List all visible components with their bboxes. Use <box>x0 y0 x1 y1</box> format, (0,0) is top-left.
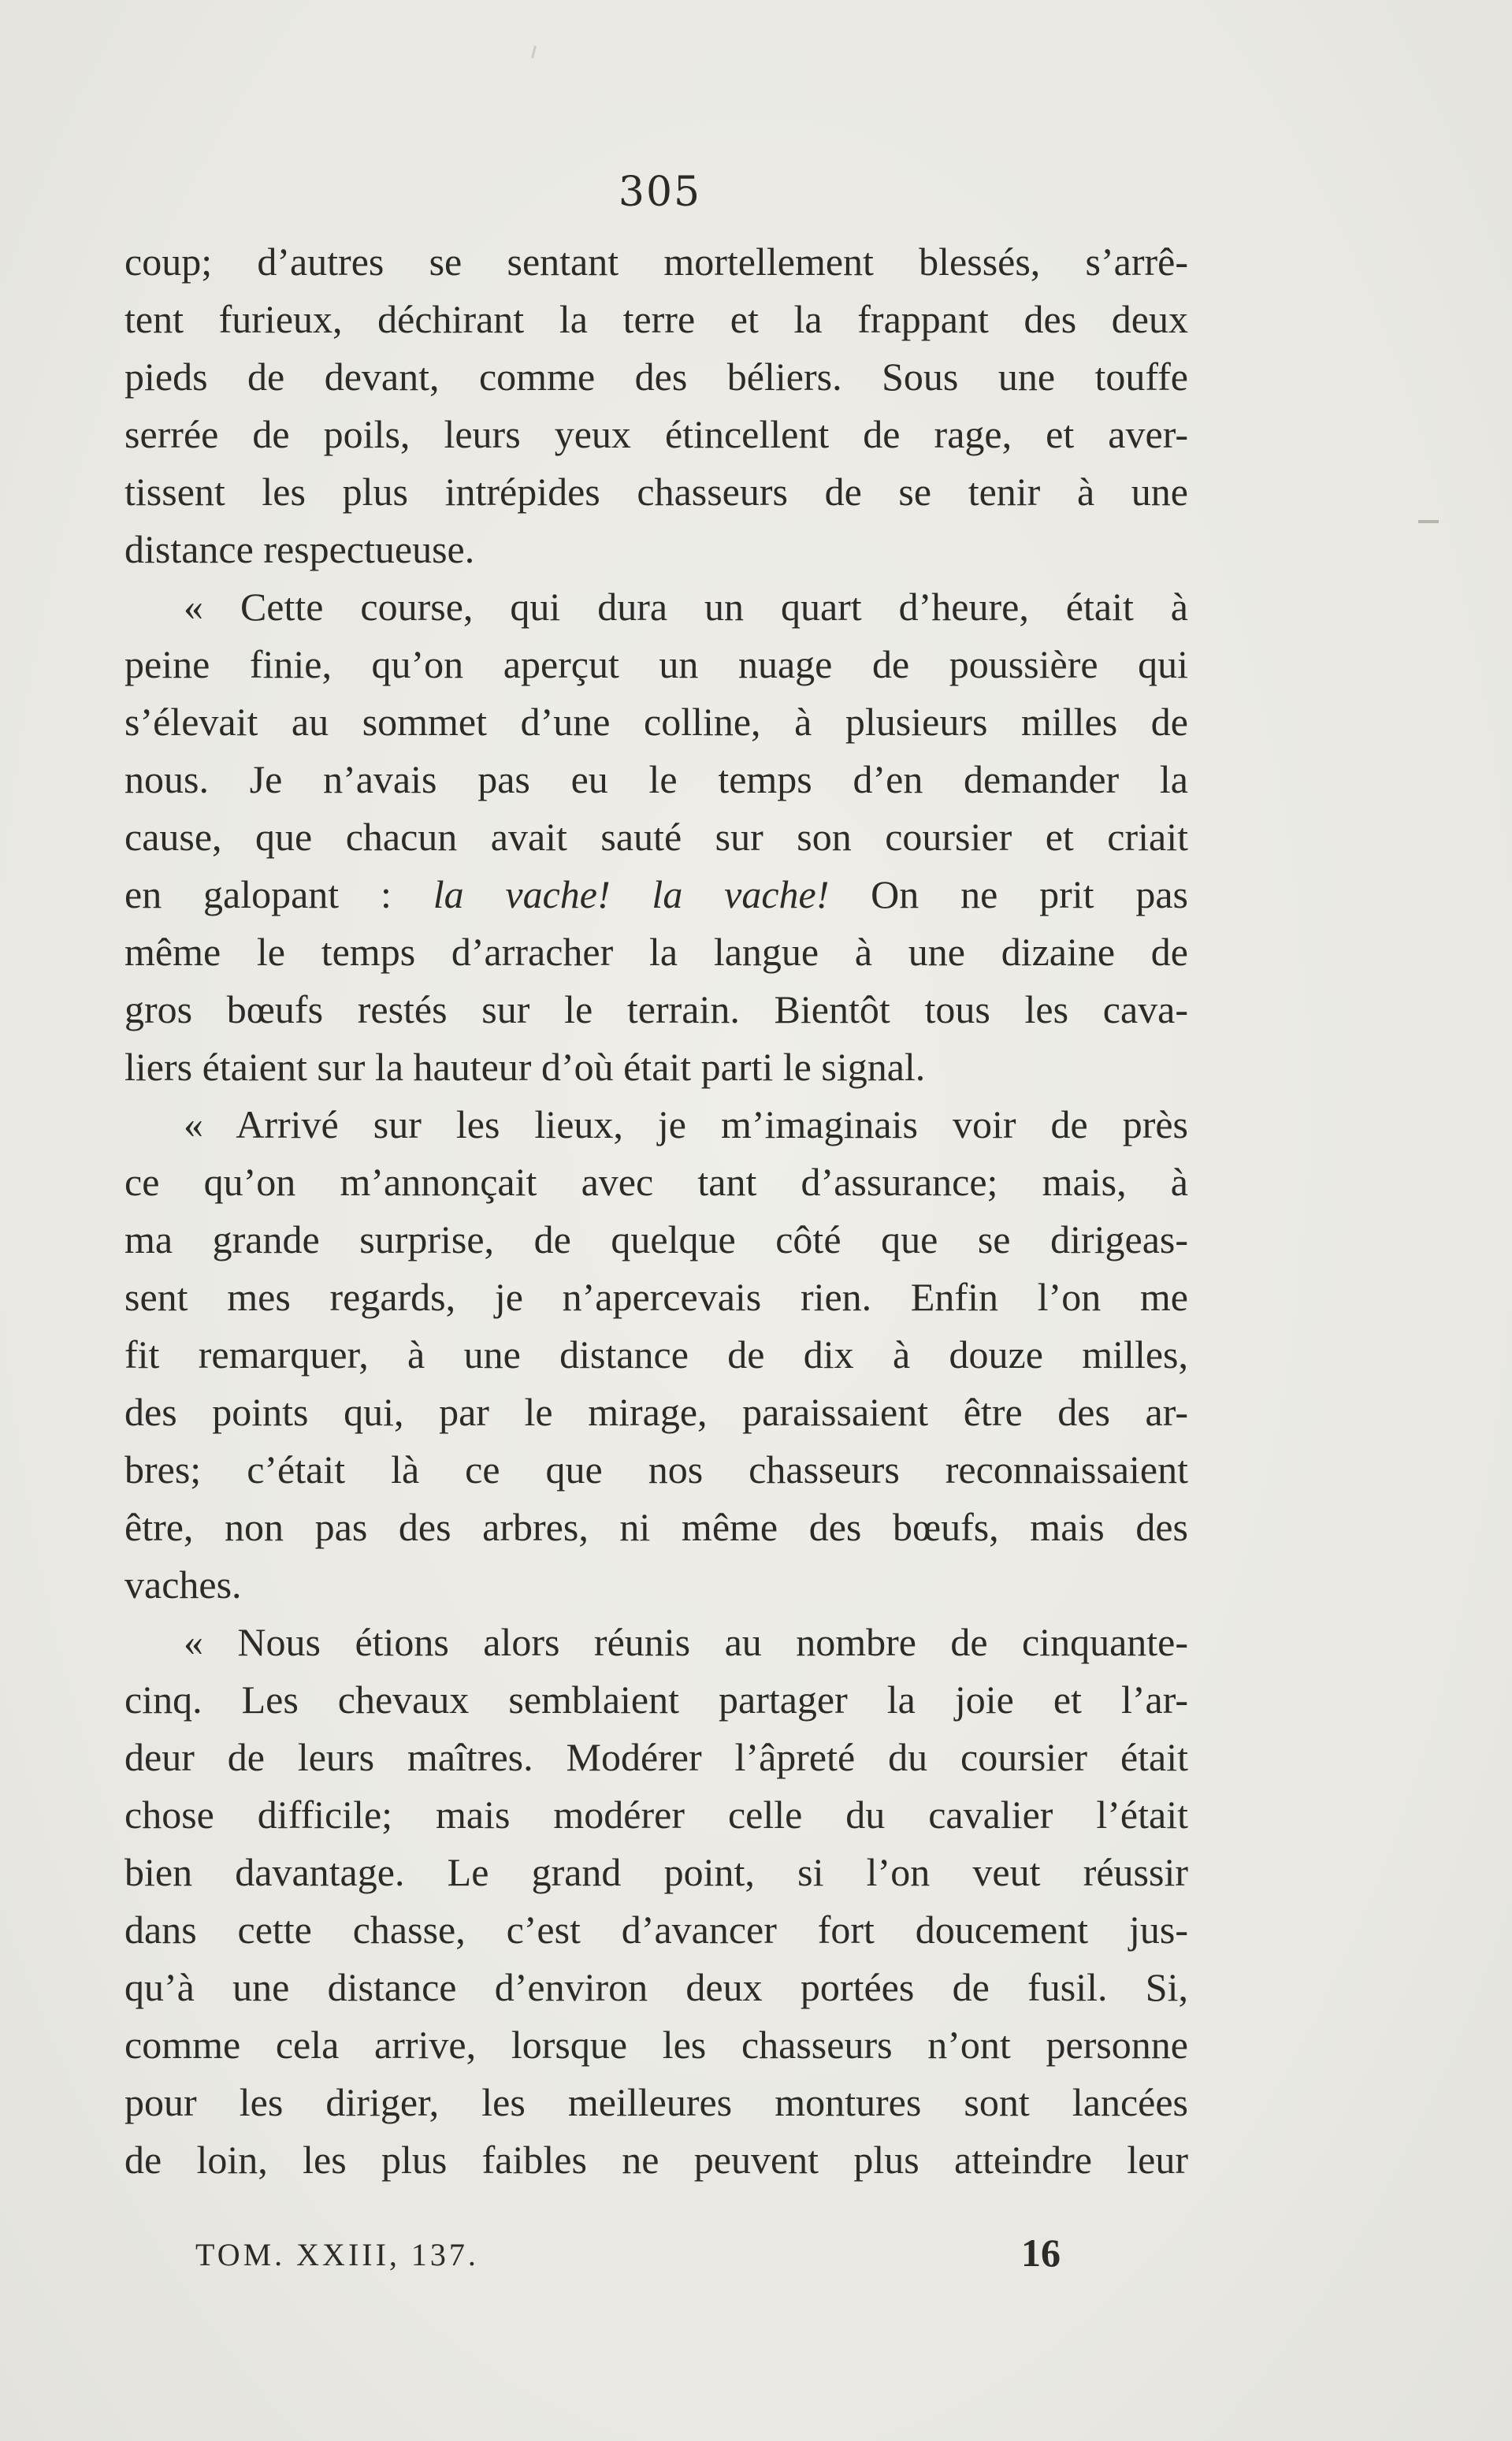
page-footer <box>0 2230 1512 2285</box>
text-line: qu’à une distance d’environ deux portées de fusil. Si, <box>124 1965 1188 2009</box>
text-line: distance respectueuse. <box>124 527 475 571</box>
text-line: vaches. <box>124 1562 242 1607</box>
text-line: bien davantage. Le grand point, si l’on veut réussir <box>124 1850 1188 1894</box>
text-line: deur de leurs maîtres. Modérer l’âpreté du coursier était <box>124 1735 1188 1779</box>
text-line: pieds de devant, comme des béliers. Sous une touffe <box>124 355 1188 399</box>
text-line: nous. Je n’avais pas eu le temps d’en demander la <box>124 757 1188 801</box>
text-line: « Nous étions alors réunis au nombre de cinquante- <box>184 1620 1188 1664</box>
text-line: comme cela arrive, lorsque les chasseurs n’ont personne <box>124 2023 1188 2067</box>
body-text <box>124 233 1188 2189</box>
text-fragment: en galopant : <box>124 872 433 916</box>
text-line: s’élevait au sommet d’une colline, à plusieurs milles de <box>124 700 1188 744</box>
text-line: pour les diriger, les meilleures montures sont lancées <box>124 2080 1188 2124</box>
volume-reference: TOM. XXIII, 137. <box>195 2237 479 2272</box>
text-line: ma grande surprise, de quelque côté que se dirigeas- <box>124 1217 1188 1261</box>
text-line: bres; c’était là ce que nos chasseurs reconnaissaient <box>124 1447 1188 1492</box>
text-line: être, non pas des arbres, ni même des bœufs, mais des <box>124 1505 1188 1549</box>
text-line: liers étaient sur la hauteur d’où était parti le signal. <box>124 1045 926 1089</box>
text-line: serrée de poils, leurs yeux étincellent de rage, et aver- <box>124 412 1188 456</box>
text-line: fit remarquer, à une distance de dix à douze milles, <box>124 1332 1188 1377</box>
text-line: même le temps d’arracher la langue à une dizaine de <box>124 930 1188 974</box>
text-line: peine finie, qu’on aperçut un nuage de poussière qui <box>124 642 1188 686</box>
text-line: cinq. Les chevaux semblaient partager la joie et l’ar- <box>124 1677 1188 1722</box>
text-line: tent furieux, déchirant la terre et la frappant des deux <box>124 297 1188 341</box>
text-line: ce qu’on m’annonçait avec tant d’assurance; mais, à <box>124 1160 1188 1204</box>
page-number: 305 <box>618 169 702 216</box>
text-line: sent mes regards, je n’apercevais rien. Enfin l’on me <box>124 1275 1188 1319</box>
text-line: gros bœufs restés sur le terrain. Bientôt tous les cava- <box>124 987 1188 1031</box>
text-line: tissent les plus intrépides chasseurs de se tenir à une <box>124 470 1188 514</box>
text-fragment: On ne prit pas <box>829 872 1188 916</box>
text-line: cause, que chacun avait sauté sur son coursier et criait <box>124 815 1188 859</box>
text-line: des points qui, par le mirage, paraissaient être des ar- <box>124 1390 1188 1434</box>
paper-speck <box>531 46 537 58</box>
text-line: chose difficile; mais modérer celle du cavalier l’était <box>124 1793 1188 1837</box>
text-line: coup; d’autres se sentant mortellement blessés, s’arrê- <box>124 240 1188 284</box>
italic-exclamation: la vache! la vache! <box>433 872 830 916</box>
text-line: « Arrivé sur les lieux, je m’imaginais voir de près <box>184 1102 1188 1146</box>
text-line: « Cette course, qui dura un quart d’heure, était à <box>184 585 1188 629</box>
margin-mark <box>1418 520 1439 523</box>
text-line: de loin, les plus faibles ne peuvent plus atteindre leur <box>124 2138 1188 2182</box>
text-line: dans cette chasse, c’est d’avancer fort doucement jus- <box>124 1908 1188 1952</box>
text-line <box>124 866 1188 923</box>
signature-mark: 16 <box>1021 2231 1061 2275</box>
